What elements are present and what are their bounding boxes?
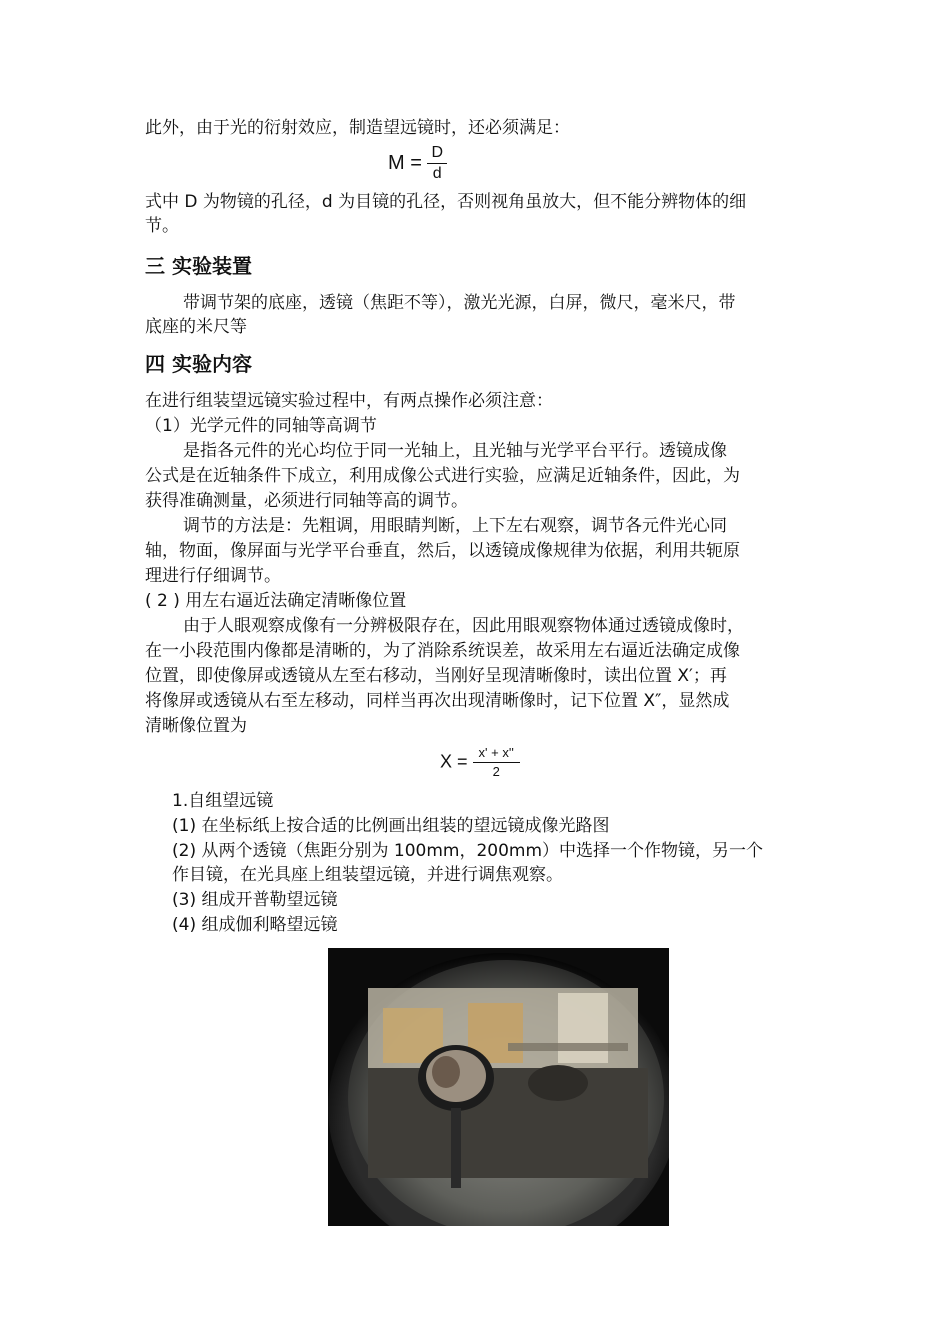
task-title: 1.自组望远镜 <box>172 791 274 811</box>
item1-title: （1）光学元件的同轴等高调节 <box>145 416 377 436</box>
aperture-paragraph-line1: 式中 D 为物镜的孔径，d 为目镜的孔径，否则视角虽放大，但不能分辨物体的细 <box>145 192 747 212</box>
formula-position <box>440 744 520 781</box>
item2-paragraph-line: 将像屏或透镜从右至左移动，同样当再次出现清晰像时，记下位置 X″，显然成 <box>145 691 730 711</box>
section3-heading: 三 实验装置 <box>145 254 252 278</box>
formula-x-denominator: 2 <box>492 764 500 779</box>
item2-paragraph-line: 清晰像位置为 <box>145 716 247 736</box>
formula-x-lhs: X = <box>440 751 468 772</box>
item1-paragraph1-line: 是指各元件的光心均位于同一光轴上，且光轴与光学平台平行。透镜成像 <box>183 441 727 461</box>
formula-magnification <box>388 143 447 184</box>
item1-paragraph2-line: 调节的方法是：先粗调，用眼睛判断，上下左右观察，调节各元件光心同 <box>183 516 727 536</box>
formula-x-numerator: x' + x'' <box>473 744 520 763</box>
section4-intro: 在进行组装望远镜实验过程中，有两点操作必须注意： <box>145 391 553 411</box>
telescope-view-illustration <box>328 948 669 1226</box>
task-item: (2) 从两个透镜（焦距分别为 100mm，200mm）中选择一个作物镜，另一个 <box>172 841 764 861</box>
item2-title: ( 2 ) 用左右逼近法确定清晰像位置 <box>145 591 407 611</box>
item1-paragraph1-line: 公式是在近轴条件下成立，利用成像公式进行实验，应满足近轴条件，因此，为 <box>145 466 740 486</box>
task-item: (4) 组成伽利略望远镜 <box>172 915 338 935</box>
item1-paragraph2-line: 轴，物面，像屏面与光学平台垂直，然后，以透镜成像规律为依据，利用共轭原 <box>145 541 740 561</box>
formula-m-lhs: M = <box>388 151 422 174</box>
equipment-line1: 带调节架的底座，透镜（焦距不等），激光光源，白屏，微尺，毫米尺，带 <box>183 293 736 313</box>
section4-heading: 四 实验内容 <box>145 352 252 376</box>
aperture-paragraph-line2: 节。 <box>145 216 179 236</box>
intro-paragraph: 此外，由于光的衍射效应，制造望远镜时，还必须满足： <box>145 118 570 138</box>
item2-paragraph-line: 在一小段范围内像都是清晰的，为了消除系统误差，故采用左右逼近法确定成像 <box>145 641 740 661</box>
task-item: (3) 组成开普勒望远镜 <box>172 890 338 910</box>
telescope-view-photo <box>328 948 669 1226</box>
task-item: 作目镜，在光具座上组装望远镜，并进行调焦观察。 <box>172 865 563 885</box>
task-item: (1) 在坐标纸上按合适的比例画出组装的望远镜成像光路图 <box>172 816 610 836</box>
item2-paragraph-line: 由于人眼观察成像有一分辨极限存在，因此用眼观察物体通过透镜成像时， <box>183 616 744 636</box>
item1-paragraph2-line: 理进行仔细调节。 <box>145 566 281 586</box>
formula-m-numerator: D <box>427 143 447 164</box>
equipment-line2: 底座的米尺等 <box>145 317 247 337</box>
item1-paragraph1-line: 获得准确测量，必须进行同轴等高的调节。 <box>145 491 468 511</box>
item2-paragraph-line: 位置，即使像屏或透镜从左至右移动，当刚好呈现清晰像时，读出位置 X′；再 <box>145 666 727 686</box>
formula-m-denominator: d <box>432 165 442 182</box>
